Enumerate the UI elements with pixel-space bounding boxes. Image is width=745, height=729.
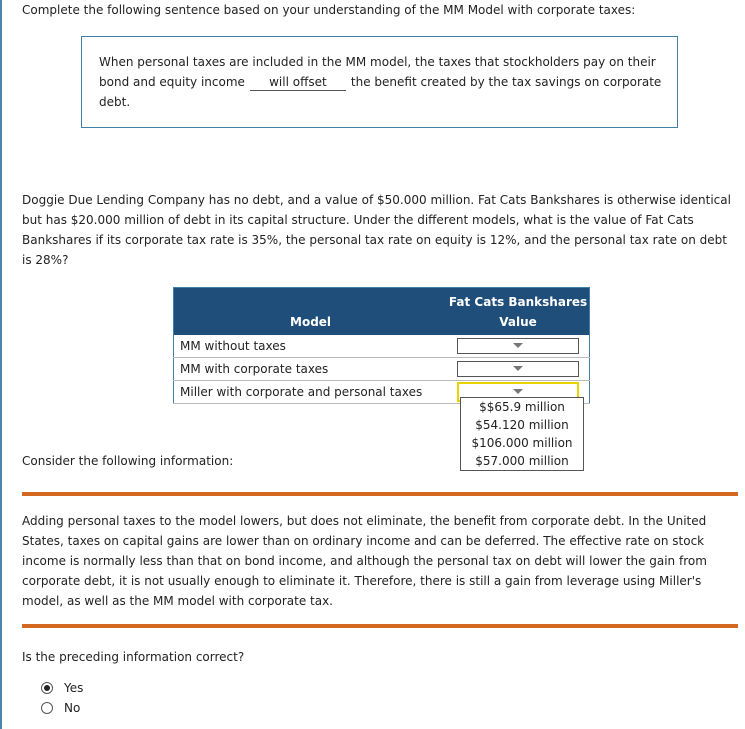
row-model-label: MM with corporate taxes	[174, 358, 448, 381]
header-value-line2: Value	[499, 315, 537, 329]
chevron-down-icon	[513, 343, 523, 348]
row-value-cell	[447, 335, 589, 358]
table-row	[174, 358, 590, 381]
chevron-down-icon	[513, 366, 523, 371]
dropdown-option[interactable]: $106.000 million	[471, 436, 573, 450]
divider-top	[22, 492, 738, 496]
option-no[interactable]	[41, 699, 80, 717]
sentence-box	[81, 36, 678, 128]
header-model: Model	[174, 288, 448, 336]
intro-text: Complete the following sentence based on your understanding of the MM Model with corporate taxes:	[22, 3, 636, 17]
dropdown-option[interactable]: $$65.9 million	[479, 400, 565, 414]
value-select-mm-corporate[interactable]	[457, 361, 579, 377]
sentence-after: the benefit created by the tax savings on corporate debt.	[99, 75, 662, 109]
sentence-before: When personal taxes are included in the MM model, the taxes that stockholders pay on their bond and equity income	[99, 55, 656, 89]
correct-question: Is the preceding information correct?	[22, 650, 245, 664]
row-model-label: Miller with corporate and personal taxes	[174, 381, 448, 404]
divider-bottom	[22, 624, 738, 628]
answer-blank[interactable]: will offset	[250, 74, 346, 91]
table-row	[174, 335, 590, 358]
info-paragraph: Adding personal taxes to the model lowers, but does not eliminate, the benefit from corporate debt. In the United States, taxes on capital gains are lower than on ordinary income and can be deferred. The effective rate on stock income is normally less than that on bond income, and although the personal tax on debt will lower the gain from corporate debt, it is not usually enough to eliminate it. Therefore, there is still a gain from leverage using Miller's model, as well as the MM model with corporate tax.	[22, 514, 707, 608]
model-value-table	[173, 287, 590, 404]
row-value-cell	[447, 358, 589, 381]
option-yes-label: Yes	[64, 681, 84, 695]
header-value	[447, 288, 589, 336]
dropdown-option[interactable]: $57.000 million	[475, 454, 569, 468]
dropdown-option[interactable]: $54.120 million	[475, 418, 569, 432]
row-model-label: MM without taxes	[174, 335, 448, 358]
question-text: Doggie Due Lending Company has no debt, and a value of $50.000 million. Fat Cats Bankshares is otherwise identical but has $20.000 million of debt in its capital structure. Under the different models, what is the value of Fat Cats Bankshares if its corporate tax rate is 35%, the personal tax rate on equity is 12%, and the personal tax rate on debt is 28%?	[22, 193, 731, 267]
left-edge-rule	[0, 0, 2, 729]
consider-label: Consider the following information:	[22, 454, 234, 468]
radio-no[interactable]	[41, 702, 53, 714]
option-yes[interactable]	[41, 679, 83, 697]
header-value-line1: Fat Cats Bankshares	[448, 295, 588, 309]
option-no-label: No	[64, 701, 81, 715]
value-select-mm-no-tax[interactable]	[457, 338, 579, 354]
dropdown-options-list	[460, 397, 584, 471]
chevron-down-icon	[513, 389, 523, 394]
sentence-text	[99, 52, 674, 112]
radio-yes[interactable]	[41, 682, 53, 694]
